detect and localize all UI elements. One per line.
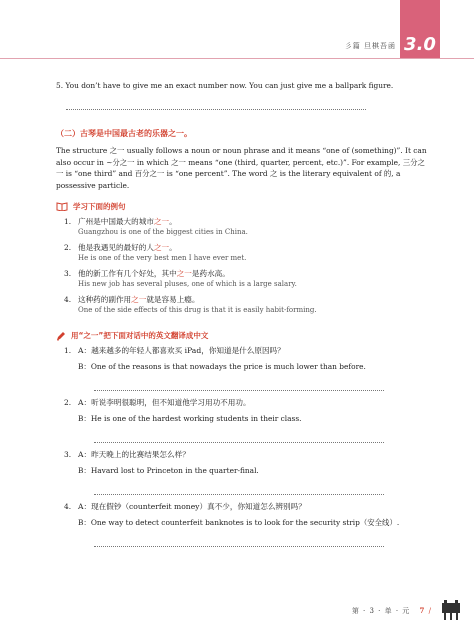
- example-number: 2.: [64, 243, 72, 252]
- example-item: [64, 294, 428, 316]
- item-5: 5. You don’t have to give me an exact number now. You can just give me a ballpark figure.: [56, 81, 394, 90]
- pen-icon: [56, 331, 66, 341]
- header-divider-right: [440, 58, 474, 59]
- example-chinese: 广州是中国最大的城市之一。: [78, 217, 177, 226]
- example-number: 4.: [64, 295, 72, 304]
- footer: [352, 606, 432, 616]
- answer-line[interactable]: [66, 97, 366, 110]
- dialogue-number: 2.: [64, 398, 72, 407]
- example-number: 3.: [64, 269, 72, 278]
- header-divider: [0, 58, 440, 59]
- example-english: Guangzhou is one of the biggest cities in China.: [78, 228, 248, 236]
- footer-unit: 第 · 3 · 单 · 元: [351, 607, 411, 615]
- dialogue-item: [64, 501, 428, 547]
- book-icon: [56, 202, 68, 211]
- dialogue-number: 1.: [64, 346, 72, 355]
- example-number: 1.: [64, 217, 72, 226]
- ding-vessel-icon: [440, 600, 462, 620]
- example-item: [64, 242, 428, 264]
- speaker-b-line: B：One of the reasons is that nowadays the price is much lower than before.: [78, 362, 366, 371]
- translate-list: [64, 345, 428, 547]
- section-paragraph: The structure 之一 usually follows a noun or noun phrase and it means “one of (something)”. It can also occur in ~分之一 in which 之一 means “one (third, quarter, percent, etc.)”. For example, 三分之一 is “one third” and 百分之一 is “one percent”. The word 之 is the literary equivalent of 的, a possessive particle.: [56, 146, 427, 190]
- chapter-tab: 3.0: [400, 0, 440, 58]
- example-english: His new job has several pluses, one of which is a large salary.: [78, 280, 297, 288]
- speaker-a-line: A：越来越多的年轻人都喜欢买 iPad，你知道是什么原因吗？: [78, 346, 285, 355]
- example-item: [64, 216, 428, 238]
- speaker-a-line: A：听说李明很聪明，但不知道他学习用功不用功。: [78, 398, 251, 407]
- speaker-b-line: B：Havard lost to Princeton in the quarter-final.: [78, 466, 259, 475]
- examples-heading: [56, 201, 428, 212]
- example-english: He is one of the very best men I have ever met.: [78, 254, 247, 262]
- examples-title: 学习下面的例句: [73, 202, 126, 211]
- example-chinese: 他是我遇见的最好的人之一。: [78, 243, 177, 252]
- answer-line[interactable]: [94, 534, 384, 547]
- answer-line[interactable]: [94, 378, 384, 391]
- example-item: [64, 268, 428, 290]
- examples-list: [64, 216, 428, 316]
- speaker-a-line: A：现在假钞（counterfeit money）真不少，你知道怎么辨别吗？: [78, 502, 306, 511]
- section-title: （二）古琴是中国最古老的乐器之一。: [56, 129, 192, 138]
- header-text: 彡篇 旦棋吾函: [344, 42, 396, 50]
- answer-line[interactable]: [94, 482, 384, 495]
- footer-slash: /: [428, 607, 432, 615]
- example-chinese: 他的新工作有几个好处，其中之一是药水高。: [78, 269, 230, 278]
- dialogue-number: 4.: [64, 502, 72, 511]
- answer-line[interactable]: [94, 430, 384, 443]
- translate-title: 用“之一”把下面对话中的英文翻译成中文: [71, 331, 209, 340]
- translate-heading: [56, 330, 428, 341]
- speaker-b-line: B：He is one of the hardest working students in their class.: [78, 414, 302, 423]
- dialogue-item: [64, 345, 428, 391]
- content: [56, 80, 428, 547]
- dialogue-item: [64, 449, 428, 495]
- page-number: 7: [419, 606, 426, 615]
- speaker-b-line: B：One way to detect counterfeit banknotes is to look for the security strip（安全线）.: [78, 518, 400, 527]
- speaker-a-line: A：昨天晚上的比赛结果怎么样？: [78, 450, 190, 459]
- dialogue-item: [64, 397, 428, 443]
- example-english: One of the side effects of this drug is that it is easily habit-forming.: [78, 306, 317, 314]
- dialogue-number: 3.: [64, 450, 72, 459]
- example-chinese: 这种药的副作用之一就是容易上瘾。: [78, 295, 200, 304]
